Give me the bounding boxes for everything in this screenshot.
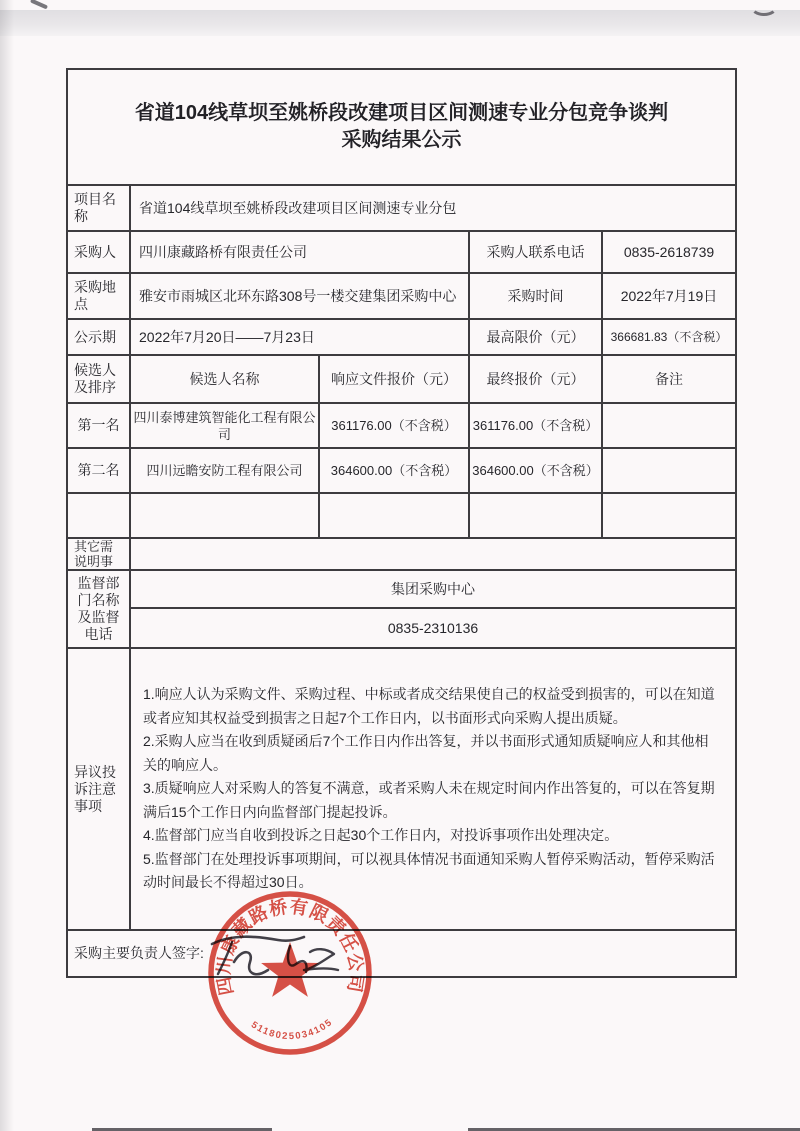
- candidate-row-2: [68, 449, 735, 494]
- candidate-2-final-price: 364600.00（不含税）: [470, 449, 603, 492]
- candidate-2-remark: [603, 449, 735, 492]
- candidates-header-row: [68, 356, 735, 404]
- document-title-line1: 省道104线草坝至姚桥段改建项目区间测速专业分包竞争谈判: [134, 102, 669, 124]
- objection-row: [68, 649, 735, 931]
- objection-item-4: 4.监督部门应当自收到投诉之日起30个工作日内，对投诉事项作出处理决定。: [143, 827, 619, 844]
- max-price-label: 最高限价（元）: [470, 320, 603, 354]
- candidate-1-response-price: 361176.00（不含税）: [320, 404, 470, 447]
- candidate-row-empty: [68, 494, 735, 539]
- purchaser-phone-label: 采购人联系电话: [470, 232, 603, 272]
- project-name-value: 省道104线草坝至姚桥段改建项目区间测速专业分包: [139, 199, 457, 216]
- candidate-empty-name: [131, 494, 320, 537]
- signature-row: [68, 931, 735, 976]
- supervision-values: [131, 571, 735, 647]
- candidates-rank-header: 候选人及排序: [68, 356, 131, 402]
- seal-company-name: 四川康藏路桥有限责任公司: [213, 896, 367, 997]
- svg-text:5118025034105: [249, 1017, 335, 1042]
- row-publicity-period: [68, 320, 735, 356]
- candidate-1-remark: [603, 404, 735, 447]
- candidate-2-response-price: 364600.00（不含税）: [320, 449, 470, 492]
- candidates-response-price-header: 响应文件报价（元）: [320, 356, 470, 402]
- objection-item-5: 5.监督部门在处理投诉事项期间，可以视具体情况书面通知采购人暂停采购活动，暂停采购活动时间最长不得超过30日。: [143, 850, 715, 891]
- document-title: [68, 100, 735, 154]
- purchaser-phone-value: 0835-2618739: [623, 243, 715, 260]
- objection-item-1: 1.响应人认为采购文件、采购过程、中标或者成交结果使自己的权益受到损害的，可以在知道或者应知其权益受到损害之日起7个工作日内，以书面形式向采购人提出质疑。: [143, 686, 715, 726]
- supervision-label: 监督部门名称及监督电话: [68, 571, 131, 647]
- candidate-empty-rank: [68, 494, 131, 537]
- objection-item-2: 2.采购人应当在收到质疑函后7个工作日内作出答复，并以书面形式通知质疑响应人和其他相关的响应人。: [143, 733, 709, 773]
- signature-label: 采购主要负责人签字:: [74, 945, 204, 961]
- scan-artifact-mark-topleft: [30, 0, 48, 9]
- other-notes-row: [68, 539, 735, 571]
- candidate-1-final-price: 361176.00（不含税）: [470, 404, 603, 447]
- publicity-period-label: 公示期: [68, 320, 131, 354]
- location-label: 采购地点: [68, 274, 131, 318]
- supervision-row: [68, 571, 735, 649]
- publicity-period-value: 2022年7月20日——7月23日: [131, 320, 470, 354]
- document-title-line2: 采购结果公示: [341, 129, 462, 151]
- location-value: 雅安市雨城区北环东路308号一楼交建集团采购中心: [131, 274, 470, 318]
- scan-artifact-band: [0, 10, 800, 36]
- company-seal: [203, 886, 377, 1060]
- seal-star-icon: [261, 942, 319, 997]
- objection-label: 异议投诉注意事项: [68, 649, 131, 929]
- objection-item-3: 3.质疑响应人对采购人的答复不满意，或者采购人未在规定时间内作出答复的，可以在答复期满后15个工作日内向监督部门提起投诉。: [143, 780, 715, 820]
- candidate-1-name: 四川泰博建筑智能化工程有限公司: [131, 404, 320, 447]
- supervision-department: 集团采购中心: [131, 571, 735, 609]
- candidates-remark-header: 备注: [655, 370, 683, 387]
- candidates-final-price-header: 最终报价（元）: [470, 356, 603, 402]
- candidate-empty-remark: [603, 494, 735, 537]
- candidate-row-1: [68, 404, 735, 449]
- purchaser-value: 四川康藏路桥有限责任公司: [131, 232, 470, 272]
- candidate-2-name: 四川远瞻安防工程有限公司: [131, 449, 320, 492]
- other-notes-label: 其它需说明事: [68, 539, 131, 569]
- candidate-empty-response-price: [320, 494, 470, 537]
- scan-artifact-left-edge: [0, 0, 14, 1131]
- purchase-time-label: 采购时间: [470, 274, 603, 318]
- row-purchaser: [68, 232, 735, 274]
- purchaser-label: 采购人: [68, 232, 131, 272]
- row-project-name: [68, 186, 735, 232]
- supervision-phone: 0835-2310136: [387, 620, 479, 636]
- candidate-1-rank: 第一名: [68, 404, 131, 447]
- max-price-value: 366681.83（不含税）: [610, 329, 728, 344]
- purchase-time-value: 2022年7月19日: [620, 287, 718, 304]
- signature-cell: [68, 931, 735, 976]
- procurement-result-table: [66, 68, 737, 978]
- seal-serial-number: 5118025034105: [248, 1016, 336, 1043]
- other-notes-value: [131, 539, 735, 569]
- candidates-name-header: 候选人名称: [131, 356, 320, 402]
- row-purchase-location: [68, 274, 735, 320]
- candidate-2-rank: 第二名: [68, 449, 131, 492]
- project-name-label: 项目名称: [68, 186, 131, 230]
- title-row: [68, 70, 735, 186]
- candidate-empty-final-price: [470, 494, 603, 537]
